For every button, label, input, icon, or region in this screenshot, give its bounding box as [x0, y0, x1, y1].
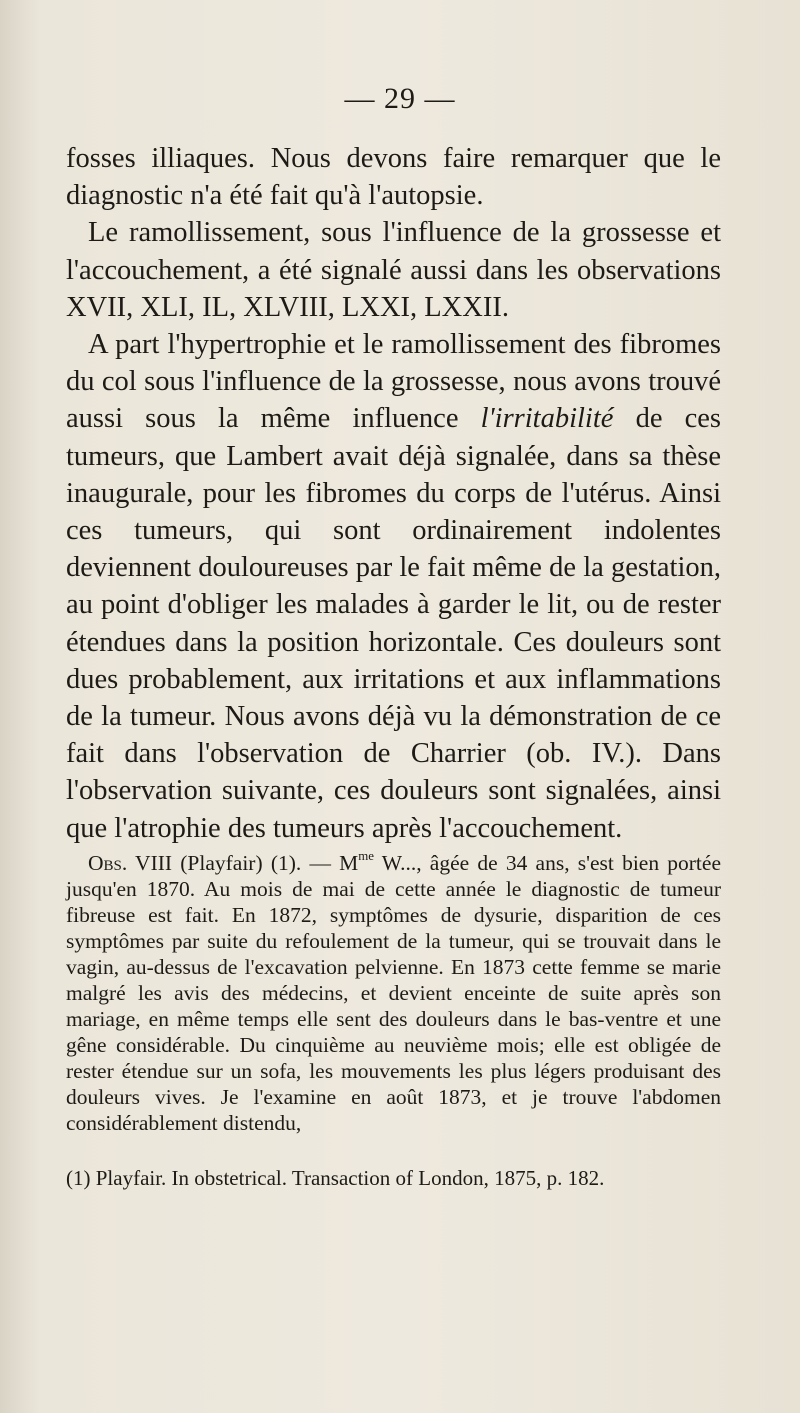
observation-author: (Playfair) (1). — M	[172, 851, 359, 875]
paragraph-2: Le ramollissement, sous l'influence de la grossesse et l'accouchement, a été signalé aussi dans les observations XVII, XLI, IL, XLVIII, LXXI, LXXII.	[66, 217, 721, 323]
observation-viii	[66, 850, 721, 1136]
observation-body: W..., âgée de 34 ans, s'est bien portée jusqu'en 1870. Au mois de mai de cette année le diagnostic de tumeur fibreuse est fait. En 1872, symptômes de dysurie, disparition de ces symptômes par suite du refoulement de la tumeur, qui se trouvait dans le vagin, au-dessus de l'excavation pelvienne. En 1873 cette femme se marie malgré les avis des médecins, et devient enceinte de suite après son mariage, en même temps elle sent des douleurs dans le bas-ventre et une gêne considérable. Du cinquième au neuvième mois; elle est obligée de rester étendue sur un sofa, les mouvements les plus légers produisant des douleurs vives. Je l'examine en août 1873, et je trouve l'abdomen considérablement distendu,	[66, 851, 721, 1135]
honorific-superscript: me	[358, 849, 374, 863]
paragraph-3	[66, 326, 721, 847]
paragraph-3-text-before: A part l'hypertrophie et le ramollissement des fibromes du col sous l'influence de la grossesse, nous avons trouvé aussi sous la même influence	[66, 329, 721, 435]
irritabilite-emphasis: l'irritabilité	[480, 403, 614, 435]
main-text	[66, 140, 721, 847]
page-number: — 29 —	[344, 82, 456, 115]
paragraph-3-text-after: de ces tumeurs, que Lambert avait déjà signalée, dans sa thèse inaugurale, pour les fibromes du corps de l'utérus. Ainsi ces tumeurs, qui sont ordinairement indolentes deviennent douloureuses par le fait même de la gestation, au point d'obliger les malades à garder le lit, ou de rester étendues dans la position horizontale. Ces douleurs sont dues probablement, aux irritations et aux inflammations de la tumeur. Nous avons déjà vu la démonstration de ce fait dans l'observation de Charrier (ob. IV.). Dans l'observation suivante, ces douleurs sont signalées, ainsi que l'atrophie des tumeurs après l'accouchement.	[66, 403, 721, 844]
paragraph-1: fosses illiaques. Nous devons faire remarquer que le diagnostic n'a été fait qu'à l'autopsie.	[66, 143, 721, 212]
observation-label: Obs. VIII	[88, 851, 173, 875]
footnote: (1) Playfair. In obstetrical. Transaction of London, 1875, p. 182.	[66, 1166, 605, 1190]
